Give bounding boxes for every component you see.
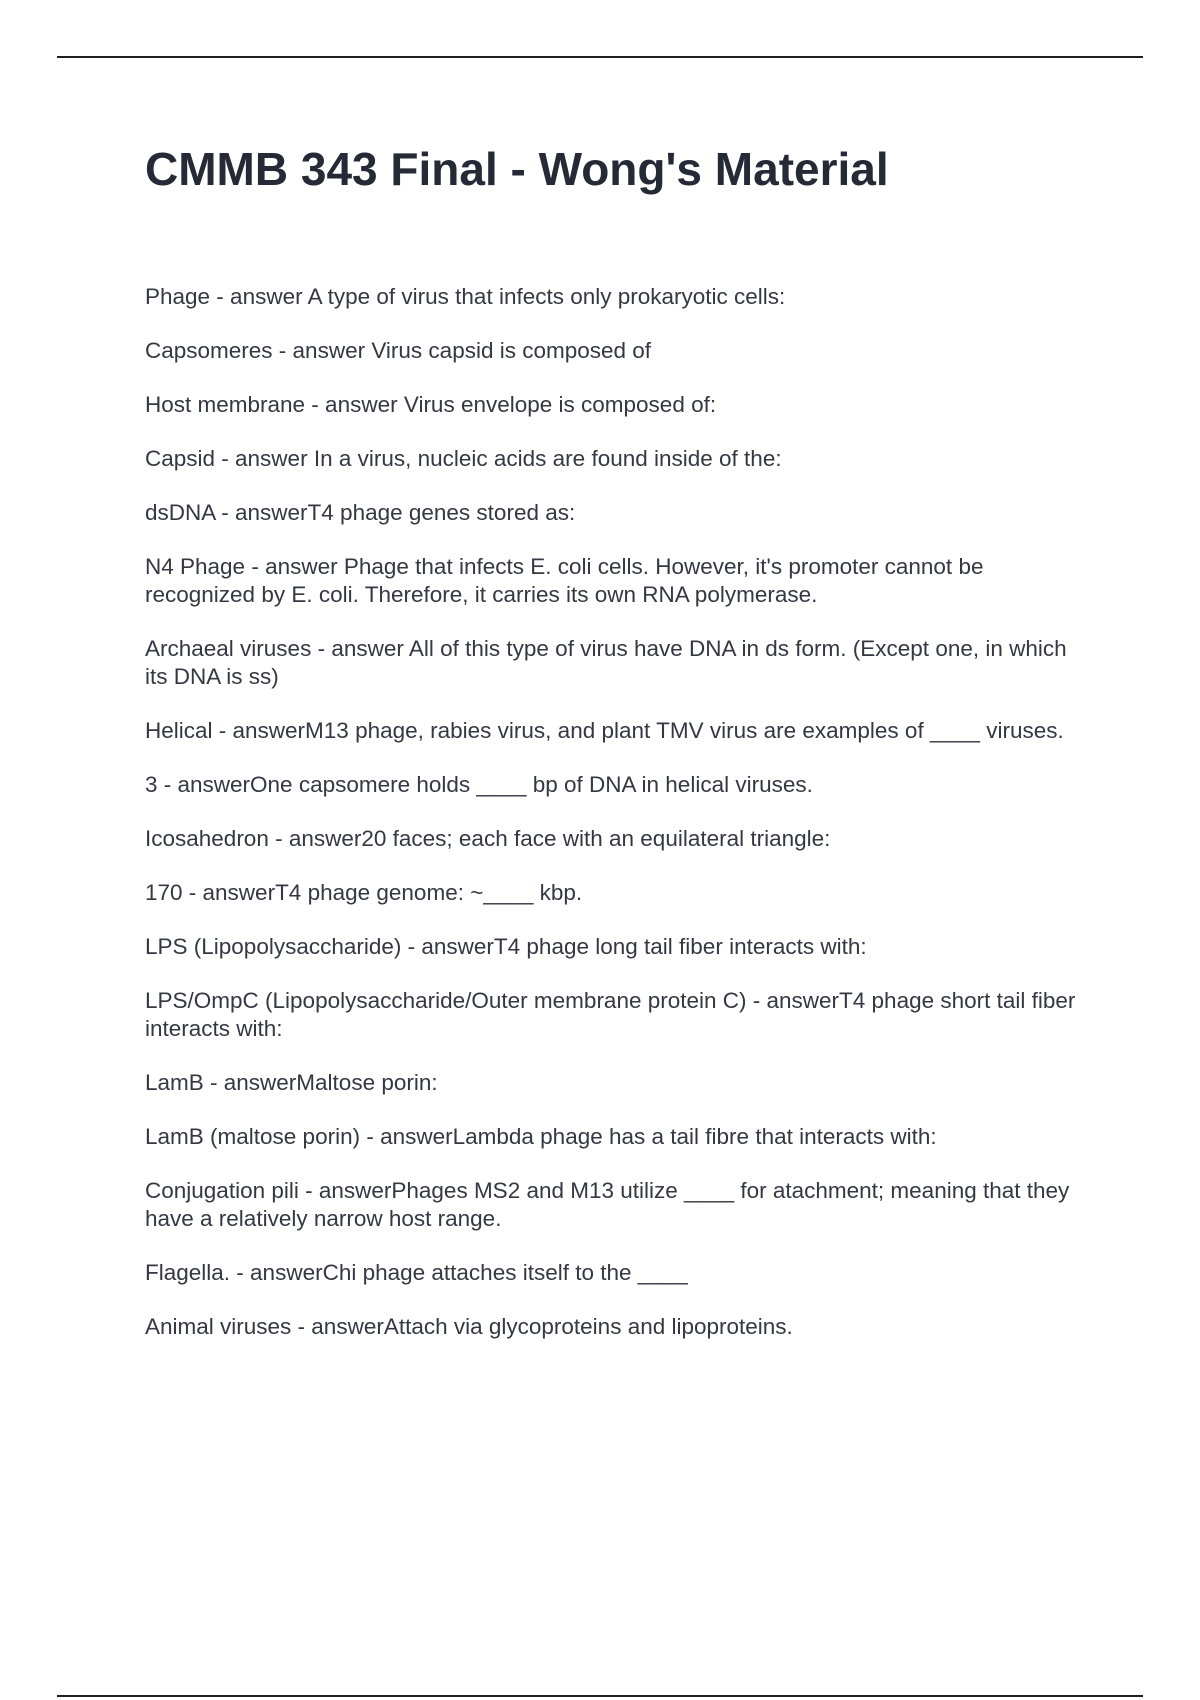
qa-item-16: Conjugation pili - answerPhages MS2 and M13 utilize ____ for atachment; meaning that they have a relatively narrow host range. [145,1178,1070,1231]
qa-item-12: LPS (Lipopolysaccharide) - answerT4 phage long tail fiber interacts with: [145,934,867,959]
qa-item-15: LamB (maltose porin) - answerLambda phage has a tail fibre that interacts with: [145,1124,937,1149]
qa-list [145,283,1090,1367]
qa-item-17: Flagella. - answerChi phage attaches itself to the ____ [145,1260,688,1285]
top-rule [57,56,1143,58]
qa-item-9: 3 - answerOne capsomere holds ____ bp of DNA in helical viruses. [145,772,813,797]
qa-item-6: N4 Phage - answer Phage that infects E. coli cells. However, it's promoter cannot be recognized by E. coli. Therefore, it carries its own RNA polymerase. [145,554,984,607]
qa-item-2: Capsomeres - answer Virus capsid is composed of [145,338,652,363]
qa-item-5: dsDNA - answerT4 phage genes stored as: [145,500,576,525]
bottom-rule [57,1695,1143,1697]
qa-item-3: Host membrane - answer Virus envelope is composed of: [145,392,717,417]
qa-item-4: Capsid - answer In a virus, nucleic acids are found inside of the: [145,446,782,471]
qa-item-10: Icosahedron - answer20 faces; each face with an equilateral triangle: [145,826,831,851]
qa-item-14: LamB - answerMaltose porin: [145,1070,438,1095]
qa-item-18: Animal viruses - answerAttach via glycoproteins and lipoproteins. [145,1314,793,1339]
qa-item-7: Archaeal viruses - answer All of this type of virus have DNA in ds form. (Except one, in which its DNA is ss) [145,636,1067,689]
qa-item-8: Helical - answerM13 phage, rabies virus, and plant TMV virus are examples of ____ viruses. [145,718,1064,743]
qa-item-11: 170 - answerT4 phage genome: ~____ kbp. [145,880,583,905]
qa-item-13: LPS/OmpC (Lipopolysaccharide/Outer membrane protein C) - answerT4 phage short tail fiber interacts with: [145,988,1076,1041]
document-title: CMMB 343 Final - Wong's Material [145,143,889,195]
qa-item-1: Phage - answer A type of virus that infects only prokaryotic cells: [145,284,786,309]
